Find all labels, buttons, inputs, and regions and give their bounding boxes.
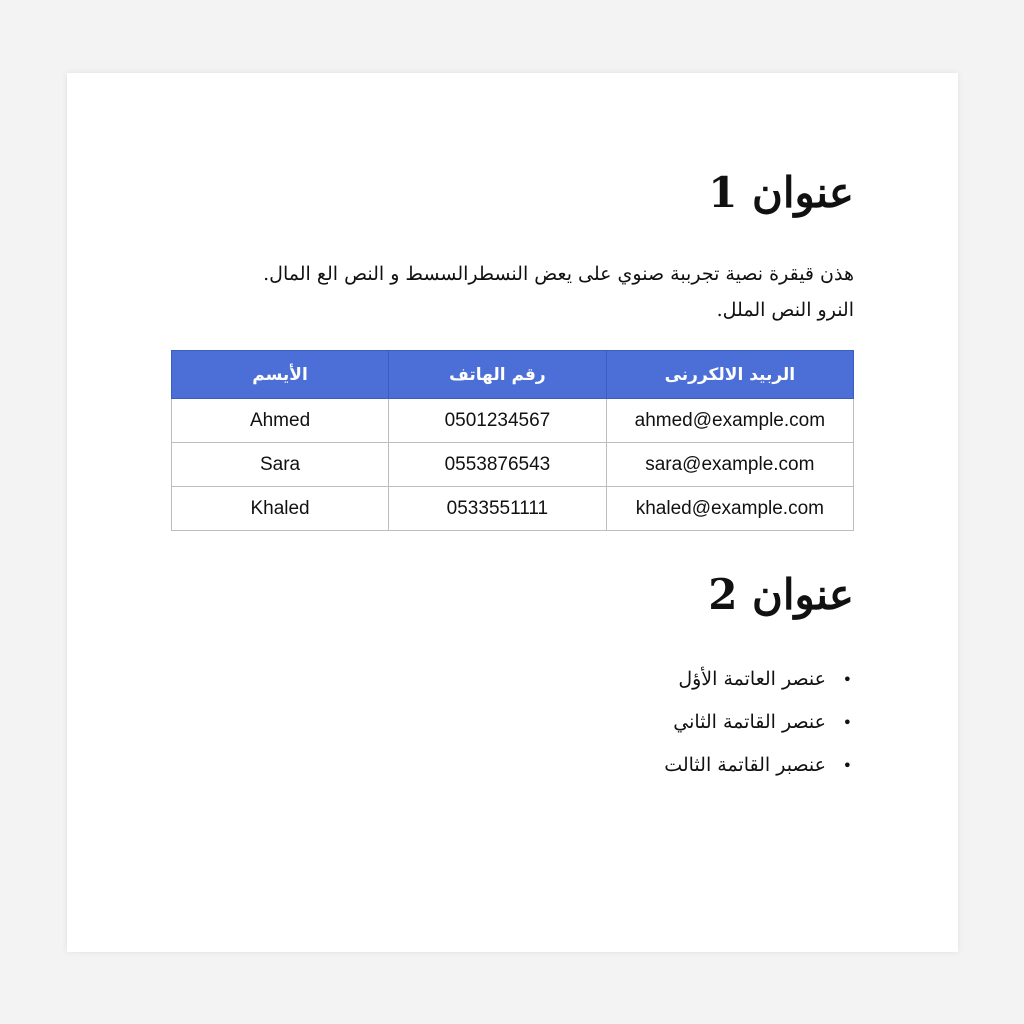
header-phone: رقم الهاتف — [389, 351, 607, 399]
list-item — [664, 701, 852, 744]
list-item — [664, 658, 852, 701]
bullet-icon: • — [842, 756, 852, 775]
bullet-icon: • — [842, 713, 852, 732]
list-item-text: عنصر العاتمة الأؤل — [678, 668, 826, 690]
cell-name: Sara — [172, 443, 389, 487]
table-row — [172, 443, 854, 487]
paragraph — [171, 256, 854, 328]
list-item-text: عنصر القاتمة الثاني — [673, 711, 826, 733]
contacts-table — [171, 350, 854, 531]
header-email: الربيد الالكررنى — [606, 351, 853, 399]
heading-2: عنوان 2 — [708, 570, 854, 619]
cell-name: Khaled — [172, 487, 389, 531]
heading-1: عنوان 1 — [708, 168, 854, 217]
document-page — [67, 73, 958, 952]
paragraph-line-1: هذن قيقرة نصية تجرببة صنوي على يعض النسطرالسسط و النص الع المال. — [263, 263, 854, 285]
cell-name: Ahmed — [172, 399, 389, 443]
table-row — [172, 399, 854, 443]
cell-phone: 0533551111 — [389, 487, 607, 531]
paragraph-line-2: النرو النص الملل. — [716, 299, 854, 321]
cell-email: ahmed@example.com — [606, 399, 853, 443]
cell-phone: 0553876543 — [389, 443, 607, 487]
header-name: الأيسم — [172, 351, 389, 399]
bullet-icon: • — [842, 670, 852, 689]
cell-email: sara@example.com — [606, 443, 853, 487]
bullet-list — [664, 658, 854, 787]
table-row — [172, 487, 854, 531]
cell-phone: 0501234567 — [389, 399, 607, 443]
cell-email: khaled@example.com — [606, 487, 853, 531]
list-item-text: عنصبر القاتمة الثالت — [664, 754, 826, 776]
table-header-row — [172, 351, 854, 399]
list-item — [664, 744, 852, 787]
